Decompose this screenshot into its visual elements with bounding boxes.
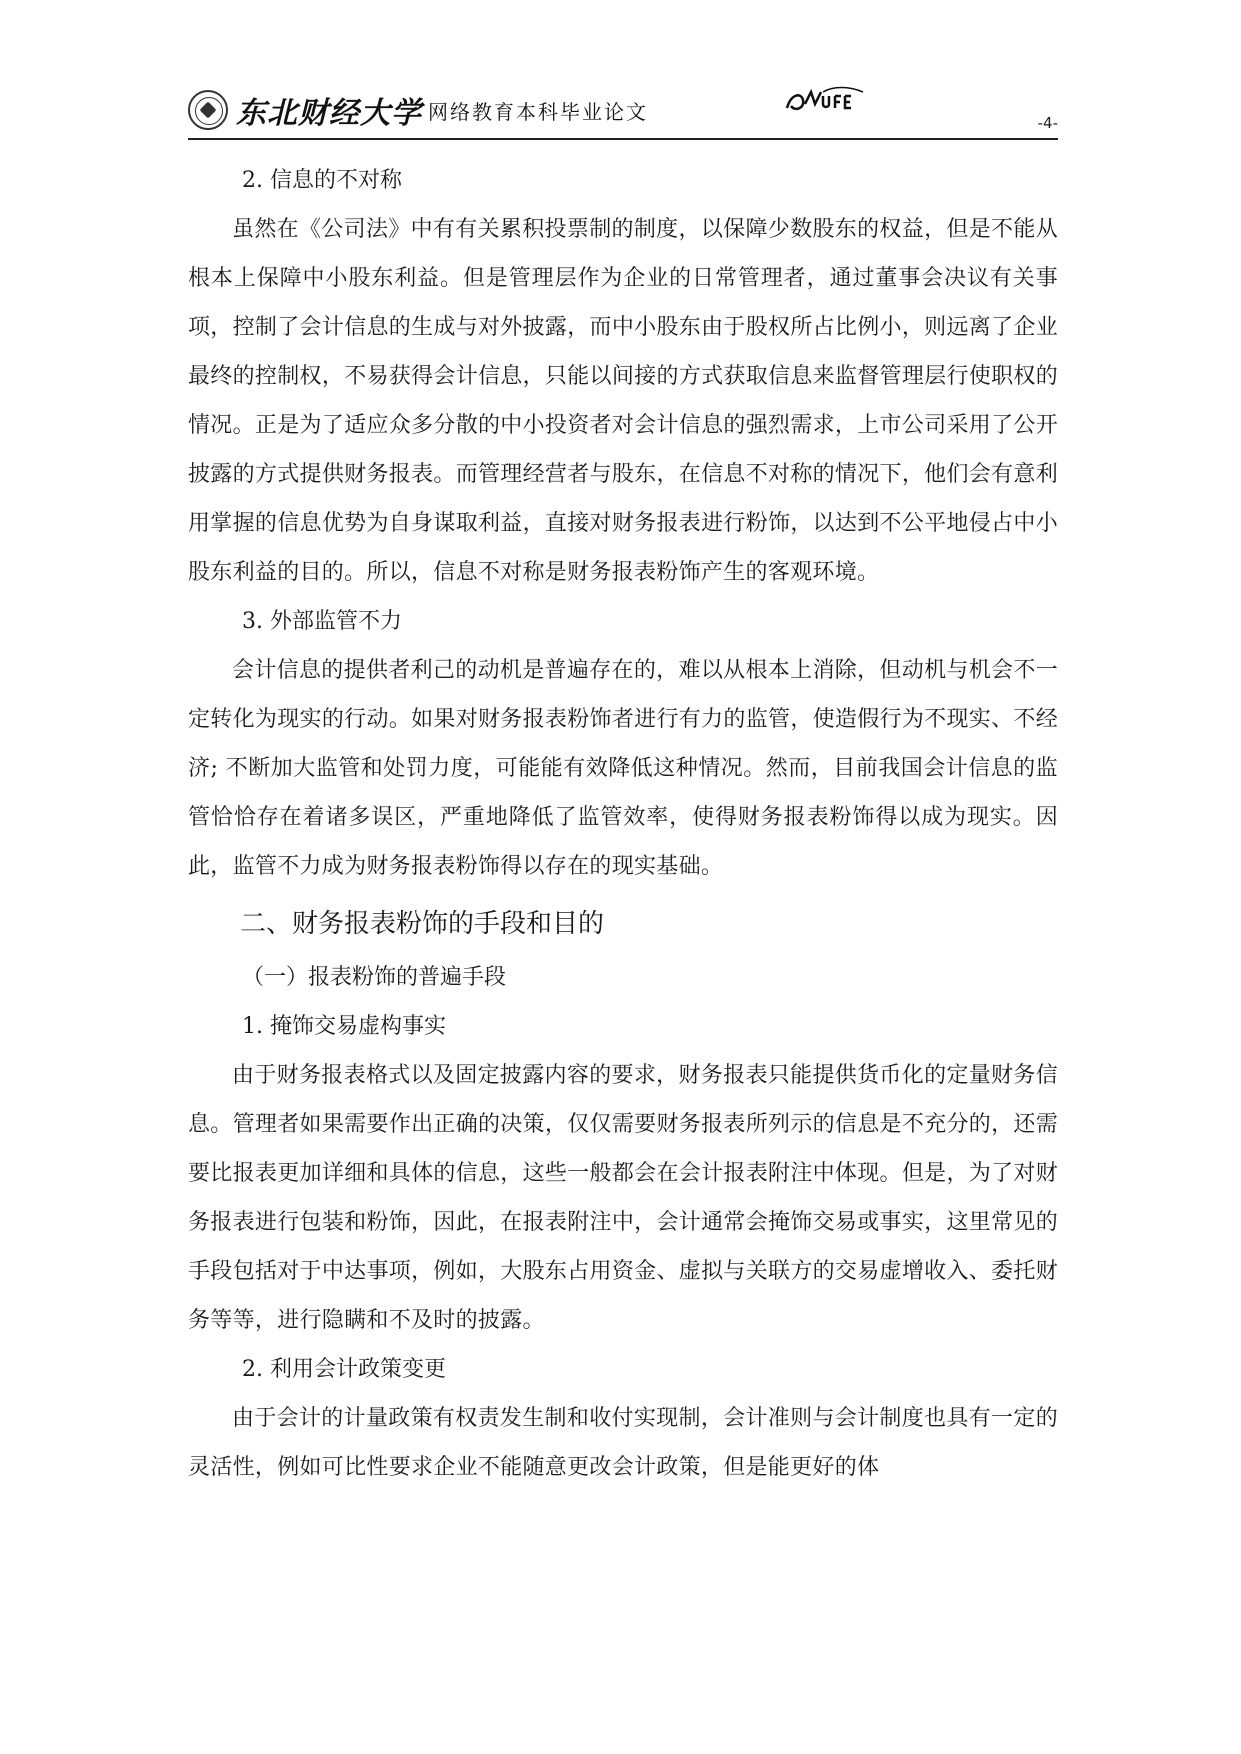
subsection-heading: 2. 信息的不对称 bbox=[242, 168, 402, 193]
paragraph: 会计信息的提供者利己的动机是普遍存在的，难以从根本上消除，但动机与机会不一定转化为现实的行动。如果对财务报表粉饰者进行有力的监管，使造假行为不现实、不经济; 不断加大监管和处罚力度，可能能有效降低这种情况。然而，目前我国会计信息的监管恰恰存在着诸多误区，严重地降低了监管效率，使得财务报表粉饰得以成为现实。因此，监管不力成为财务报表粉饰得以存在的现实基础。 bbox=[188, 658, 1058, 879]
header-divider bbox=[188, 138, 1058, 140]
page-number: -4- bbox=[1037, 114, 1058, 132]
subsection-heading: 1. 掩饰交易虚构事实 bbox=[242, 1014, 446, 1039]
dufe-logo-icon bbox=[783, 86, 873, 116]
university-name: 东北财经大学 bbox=[236, 96, 422, 131]
paragraph: 虽然在《公司法》中有有关累积投票制的制度，以保障少数股东的权益，但是不能从根本上保障中小股东利益。但是管理层作为企业的日常管理者，通过董事会决议有关事项，控制了会计信息的生成与对外披露，而中小股东由于股权所占比例小，则远离了企业最终的控制权，不易获得会计信息，只能以间接的方式获取信息来监督管理层行使职权的情况。正是为了适应众多分散的中小投资者对会计信息的强烈需求，上市公司采用了公开披露的方式提供财务报表。而管理经营者与股东，在信息不对称的情况下，他们会有意利用掌握的信息优势为自身谋取利益，直接对财务报表进行粉饰，以达到不公平地侵占中小股东利益的目的。所以，信息不对称是财务报表粉饰产生的客观环境。 bbox=[188, 217, 1058, 585]
section-heading: （一）报表粉饰的普遍手段 bbox=[242, 965, 507, 990]
header-brand bbox=[188, 86, 688, 134]
chapter-heading: 二、财务报表粉饰的手段和目的 bbox=[240, 909, 605, 939]
header-subtitle: 网络教育本科毕业论文 bbox=[428, 99, 648, 124]
page-header bbox=[188, 80, 1058, 140]
document-body bbox=[188, 156, 1058, 1492]
subsection-heading: 2. 利用会计政策变更 bbox=[242, 1357, 446, 1382]
subsection-heading: 3. 外部监管不力 bbox=[242, 609, 402, 634]
paragraph: 由于财务报表格式以及固定披露内容的要求，财务报表只能提供货币化的定量财务信息。管理者如果需要作出正确的决策，仅仅需要财务报表所列示的信息是不充分的，还需要比报表更加详细和具体的信息，这些一般都会在会计报表附注中体现。但是，为了对财务报表进行包装和粉饰，因此，在报表附注中，会计通常会掩饰交易或事实，这里常见的手段包括对于中达事项，例如，大股东占用资金、虚拟与关联方的交易虚增收入、委托财务等等，进行隐瞒和不及时的披露。 bbox=[188, 1063, 1058, 1333]
university-seal-icon bbox=[188, 90, 228, 130]
paragraph: 由于会计的计量政策有权责发生制和收付实现制，会计准则与会计制度也具有一定的灵活性，例如可比性要求企业不能随意更改会计政策，但是能更好的体 bbox=[188, 1406, 1058, 1480]
